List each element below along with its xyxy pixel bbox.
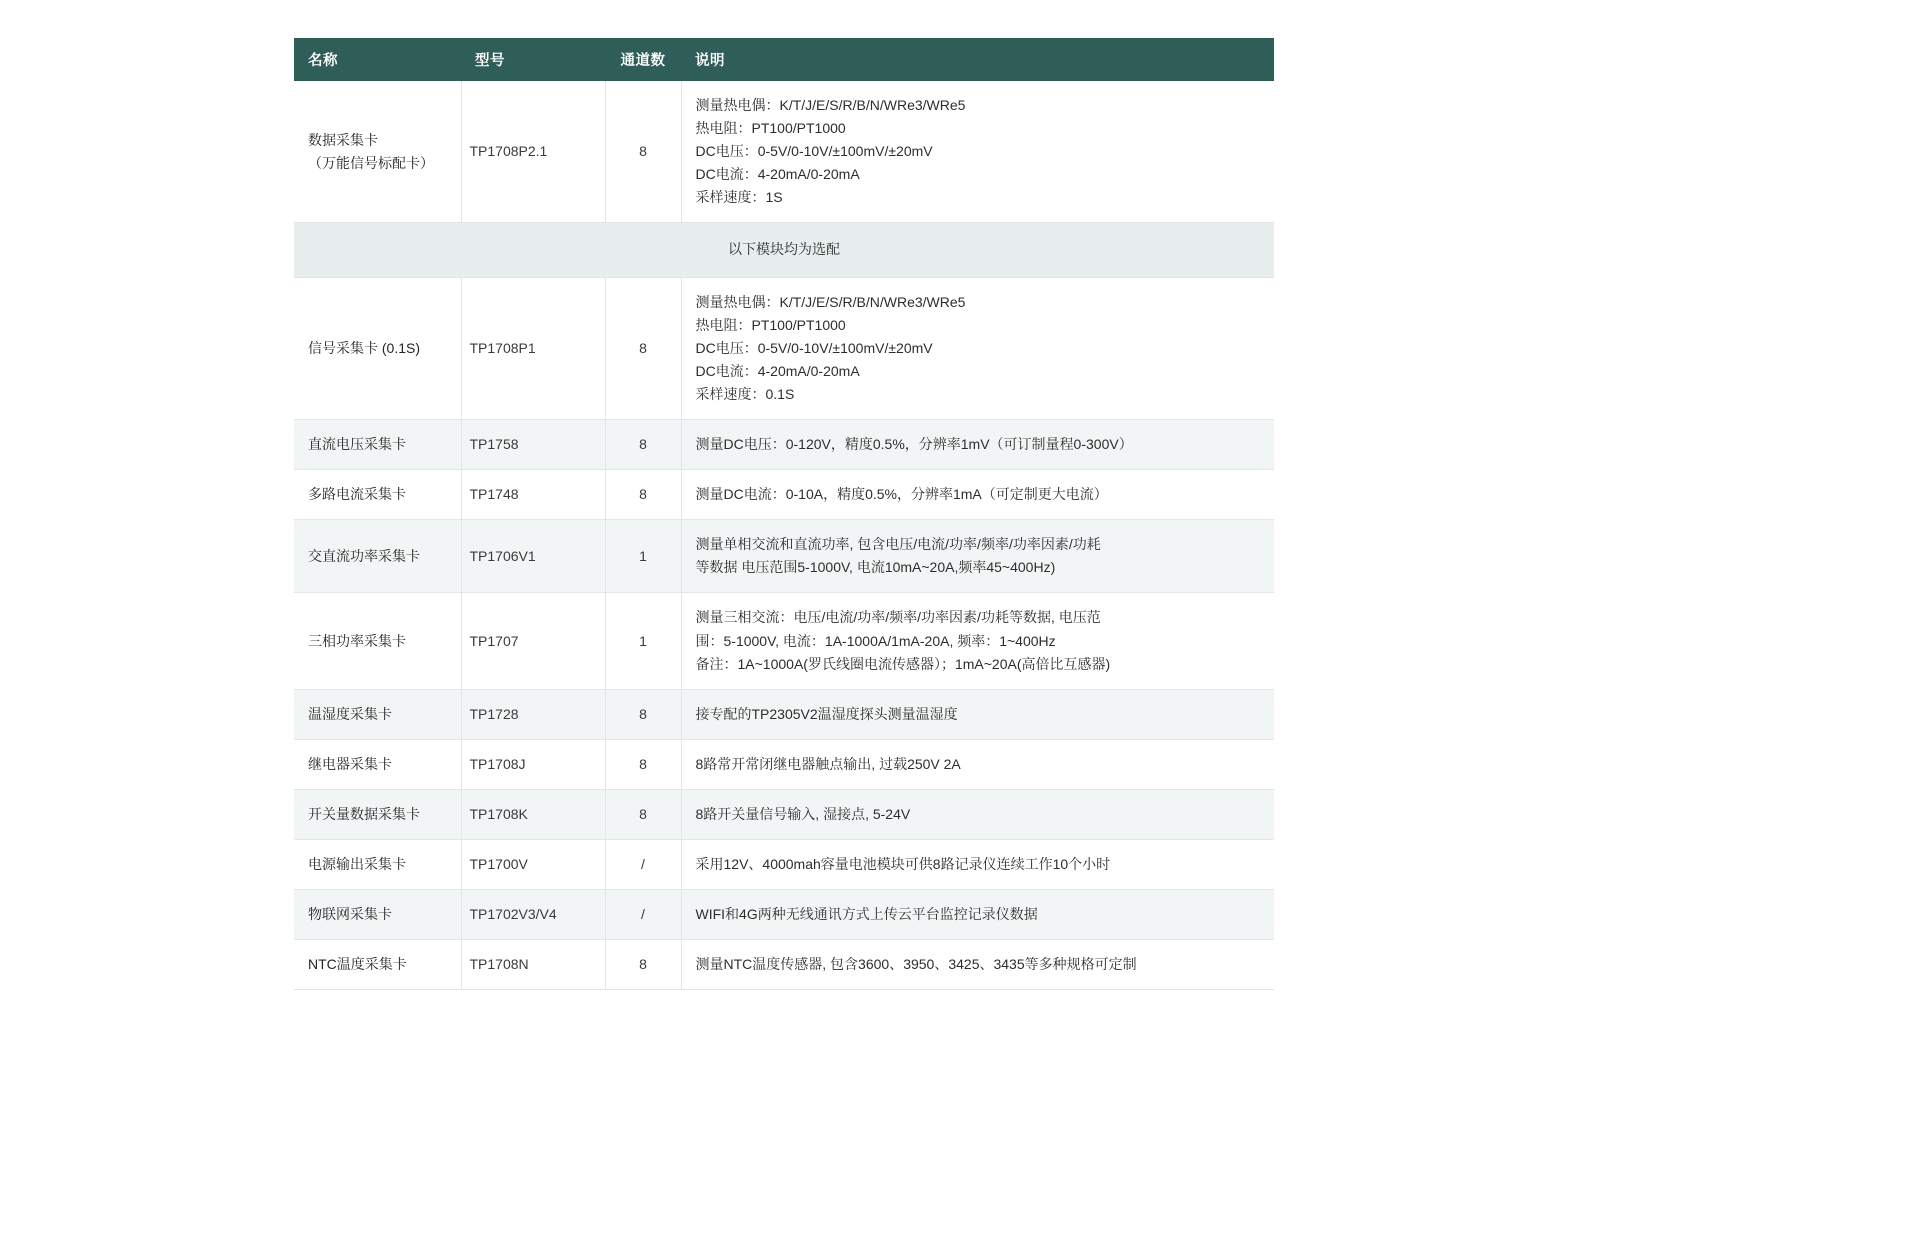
cell-channels: 1 [605, 520, 681, 593]
cell-model: TP1708P2.1 [461, 81, 605, 223]
row-name-line: 温湿度采集卡 [308, 705, 392, 722]
row-desc-line: WIFI和4G两种无线通讯方式上传云平台监控记录仪数据 [695, 906, 1038, 923]
row-name-line: 多路电流采集卡 [308, 486, 406, 503]
row-desc-line: 8路常开常闭继电器触点输出, 过载250V 2A [695, 755, 961, 772]
cell-channels: 8 [605, 789, 681, 839]
cell-name [294, 520, 461, 593]
column-header-description: 说明 [681, 38, 1274, 81]
row-name-line: 数据采集卡 [308, 131, 378, 148]
cell-description [681, 689, 1274, 739]
row-desc-line: DC电流：4-20mA/0-20mA [695, 362, 860, 379]
row-desc-line: 采样速度：1S [695, 189, 783, 206]
table-note-row [294, 223, 1274, 277]
row-desc-line: 采用12V、4000mah容量电池模块可供8路记录仪连续工作10个小时 [695, 855, 1111, 872]
cell-description [681, 81, 1274, 223]
row-desc-line: 8路开关量信号输入, 湿接点, 5-24V [695, 805, 911, 822]
cell-model: TP1708N [461, 940, 605, 990]
cell-name [294, 593, 461, 689]
row-name-line: 三相功率采集卡 [308, 632, 406, 649]
cell-name [294, 689, 461, 739]
row-desc-line: 测量热电偶：K/T/J/E/S/R/B/N/WRe3/WRe5 [695, 97, 966, 113]
cell-model: TP1708K [461, 789, 605, 839]
row-desc-line: 围：5-1000V, 电流：1A-1000A/1mA-20A, 频率：1~400Hz [695, 632, 1056, 649]
cell-model: TP1758 [461, 420, 605, 470]
cell-description [681, 739, 1274, 789]
row-desc-line: 测量NTC温度传感器, 包含3600、3950、3425、3435等多种规格可定制 [695, 956, 1137, 973]
cell-model: TP1748 [461, 470, 605, 520]
table-header-row [294, 38, 1274, 81]
cell-model: TP1708J [461, 739, 605, 789]
row-desc-line: 测量热电偶：K/T/J/E/S/R/B/N/WRe3/WRe5 [695, 293, 966, 310]
row-desc-line: 等数据 电压范围5-1000V, 电流10mA~20A,频率45~400Hz) [695, 559, 1056, 576]
row-desc-line: DC电压：0-5V/0-10V/±100mV/±20mV [695, 339, 933, 356]
table-row [294, 420, 1274, 470]
table-row [294, 593, 1274, 689]
table-row [294, 81, 1274, 223]
cell-model: TP1700V [461, 839, 605, 889]
note-text: 以下模块均为选配 [294, 223, 1274, 277]
cell-name [294, 81, 461, 223]
row-name-line: 电源输出采集卡 [308, 855, 406, 872]
cell-channels: 8 [605, 739, 681, 789]
row-desc-line: DC电流：4-20mA/0-20mA [695, 166, 860, 183]
row-name-line: 开关量数据采集卡 [308, 805, 420, 822]
cell-name [294, 789, 461, 839]
cell-channels: 8 [605, 420, 681, 470]
row-desc-line: 测量DC电流：0-10A，精度0.5%，分辨率1mA（可定制更大电流） [695, 486, 1108, 503]
table-row [294, 789, 1274, 839]
cell-name [294, 839, 461, 889]
cell-name [294, 420, 461, 470]
table-row [294, 470, 1274, 520]
table-row [294, 839, 1274, 889]
cell-model: TP1707 [461, 593, 605, 689]
row-name-line: （万能信号标配卡） [308, 154, 434, 171]
row-name-line: 直流电压采集卡 [308, 436, 406, 453]
column-header-channels: 通道数 [605, 38, 681, 81]
cell-name [294, 277, 461, 419]
cell-channels: 8 [605, 81, 681, 223]
cell-model: TP1706V1 [461, 520, 605, 593]
row-name-line: NTC温度采集卡 [308, 956, 407, 973]
row-desc-line: 测量DC电压：0-120V，精度0.5%，分辨率1mV（可订制量程0-300V） [695, 436, 1133, 453]
row-desc-line: 接专配的TP2305V2温湿度探头测量温湿度 [695, 705, 958, 722]
row-desc-line: 热电阻：PT100/PT1000 [695, 316, 846, 333]
cell-description [681, 839, 1274, 889]
table-row [294, 890, 1274, 940]
cell-description [681, 890, 1274, 940]
cell-name [294, 739, 461, 789]
row-desc-line: 测量三相交流：电压/电流/功率/频率/功率因素/功耗等数据, 电压范 [695, 609, 1101, 626]
table-row [294, 689, 1274, 739]
cell-description [681, 277, 1274, 419]
spec-table-container [294, 38, 1274, 990]
cell-name [294, 470, 461, 520]
table-row [294, 520, 1274, 593]
row-desc-line: 热电阻：PT100/PT1000 [695, 120, 846, 137]
row-name-line: 信号采集卡 (0.1S) [308, 339, 421, 356]
cell-description [681, 420, 1274, 470]
row-desc-line: DC电压：0-5V/0-10V/±100mV/±20mV [695, 143, 933, 160]
table-row [294, 277, 1274, 419]
cell-channels: 8 [605, 940, 681, 990]
cell-channels: 8 [605, 277, 681, 419]
cell-name [294, 940, 461, 990]
row-desc-line: 测量单相交流和直流功率, 包含电压/电流/功率/频率/功率因素/功耗 [695, 536, 1101, 553]
cell-channels: / [605, 839, 681, 889]
column-header-name: 名称 [294, 38, 461, 81]
cell-description [681, 520, 1274, 593]
cell-description [681, 789, 1274, 839]
cell-description [681, 940, 1274, 990]
cell-name [294, 890, 461, 940]
row-name-line: 物联网采集卡 [308, 906, 392, 923]
cell-model: TP1708P1 [461, 277, 605, 419]
cell-channels: / [605, 890, 681, 940]
cell-description [681, 470, 1274, 520]
cell-model: TP1728 [461, 689, 605, 739]
row-name-line: 继电器采集卡 [308, 755, 392, 772]
cell-channels: 1 [605, 593, 681, 689]
row-desc-line: 采样速度：0.1S [695, 385, 795, 402]
table-head [294, 38, 1274, 81]
cell-channels: 8 [605, 470, 681, 520]
table-body [294, 81, 1274, 990]
row-name-line: 交直流功率采集卡 [308, 547, 420, 564]
row-desc-line: 备注：1A~1000A(罗氏线圈电流传感器）；1mA~20A(高倍比互感器) [695, 655, 1111, 672]
cell-channels: 8 [605, 689, 681, 739]
spec-table [294, 38, 1274, 990]
table-row [294, 739, 1274, 789]
table-row [294, 940, 1274, 990]
column-header-model: 型号 [461, 38, 605, 81]
cell-description [681, 593, 1274, 689]
cell-model: TP1702V3/V4 [461, 890, 605, 940]
